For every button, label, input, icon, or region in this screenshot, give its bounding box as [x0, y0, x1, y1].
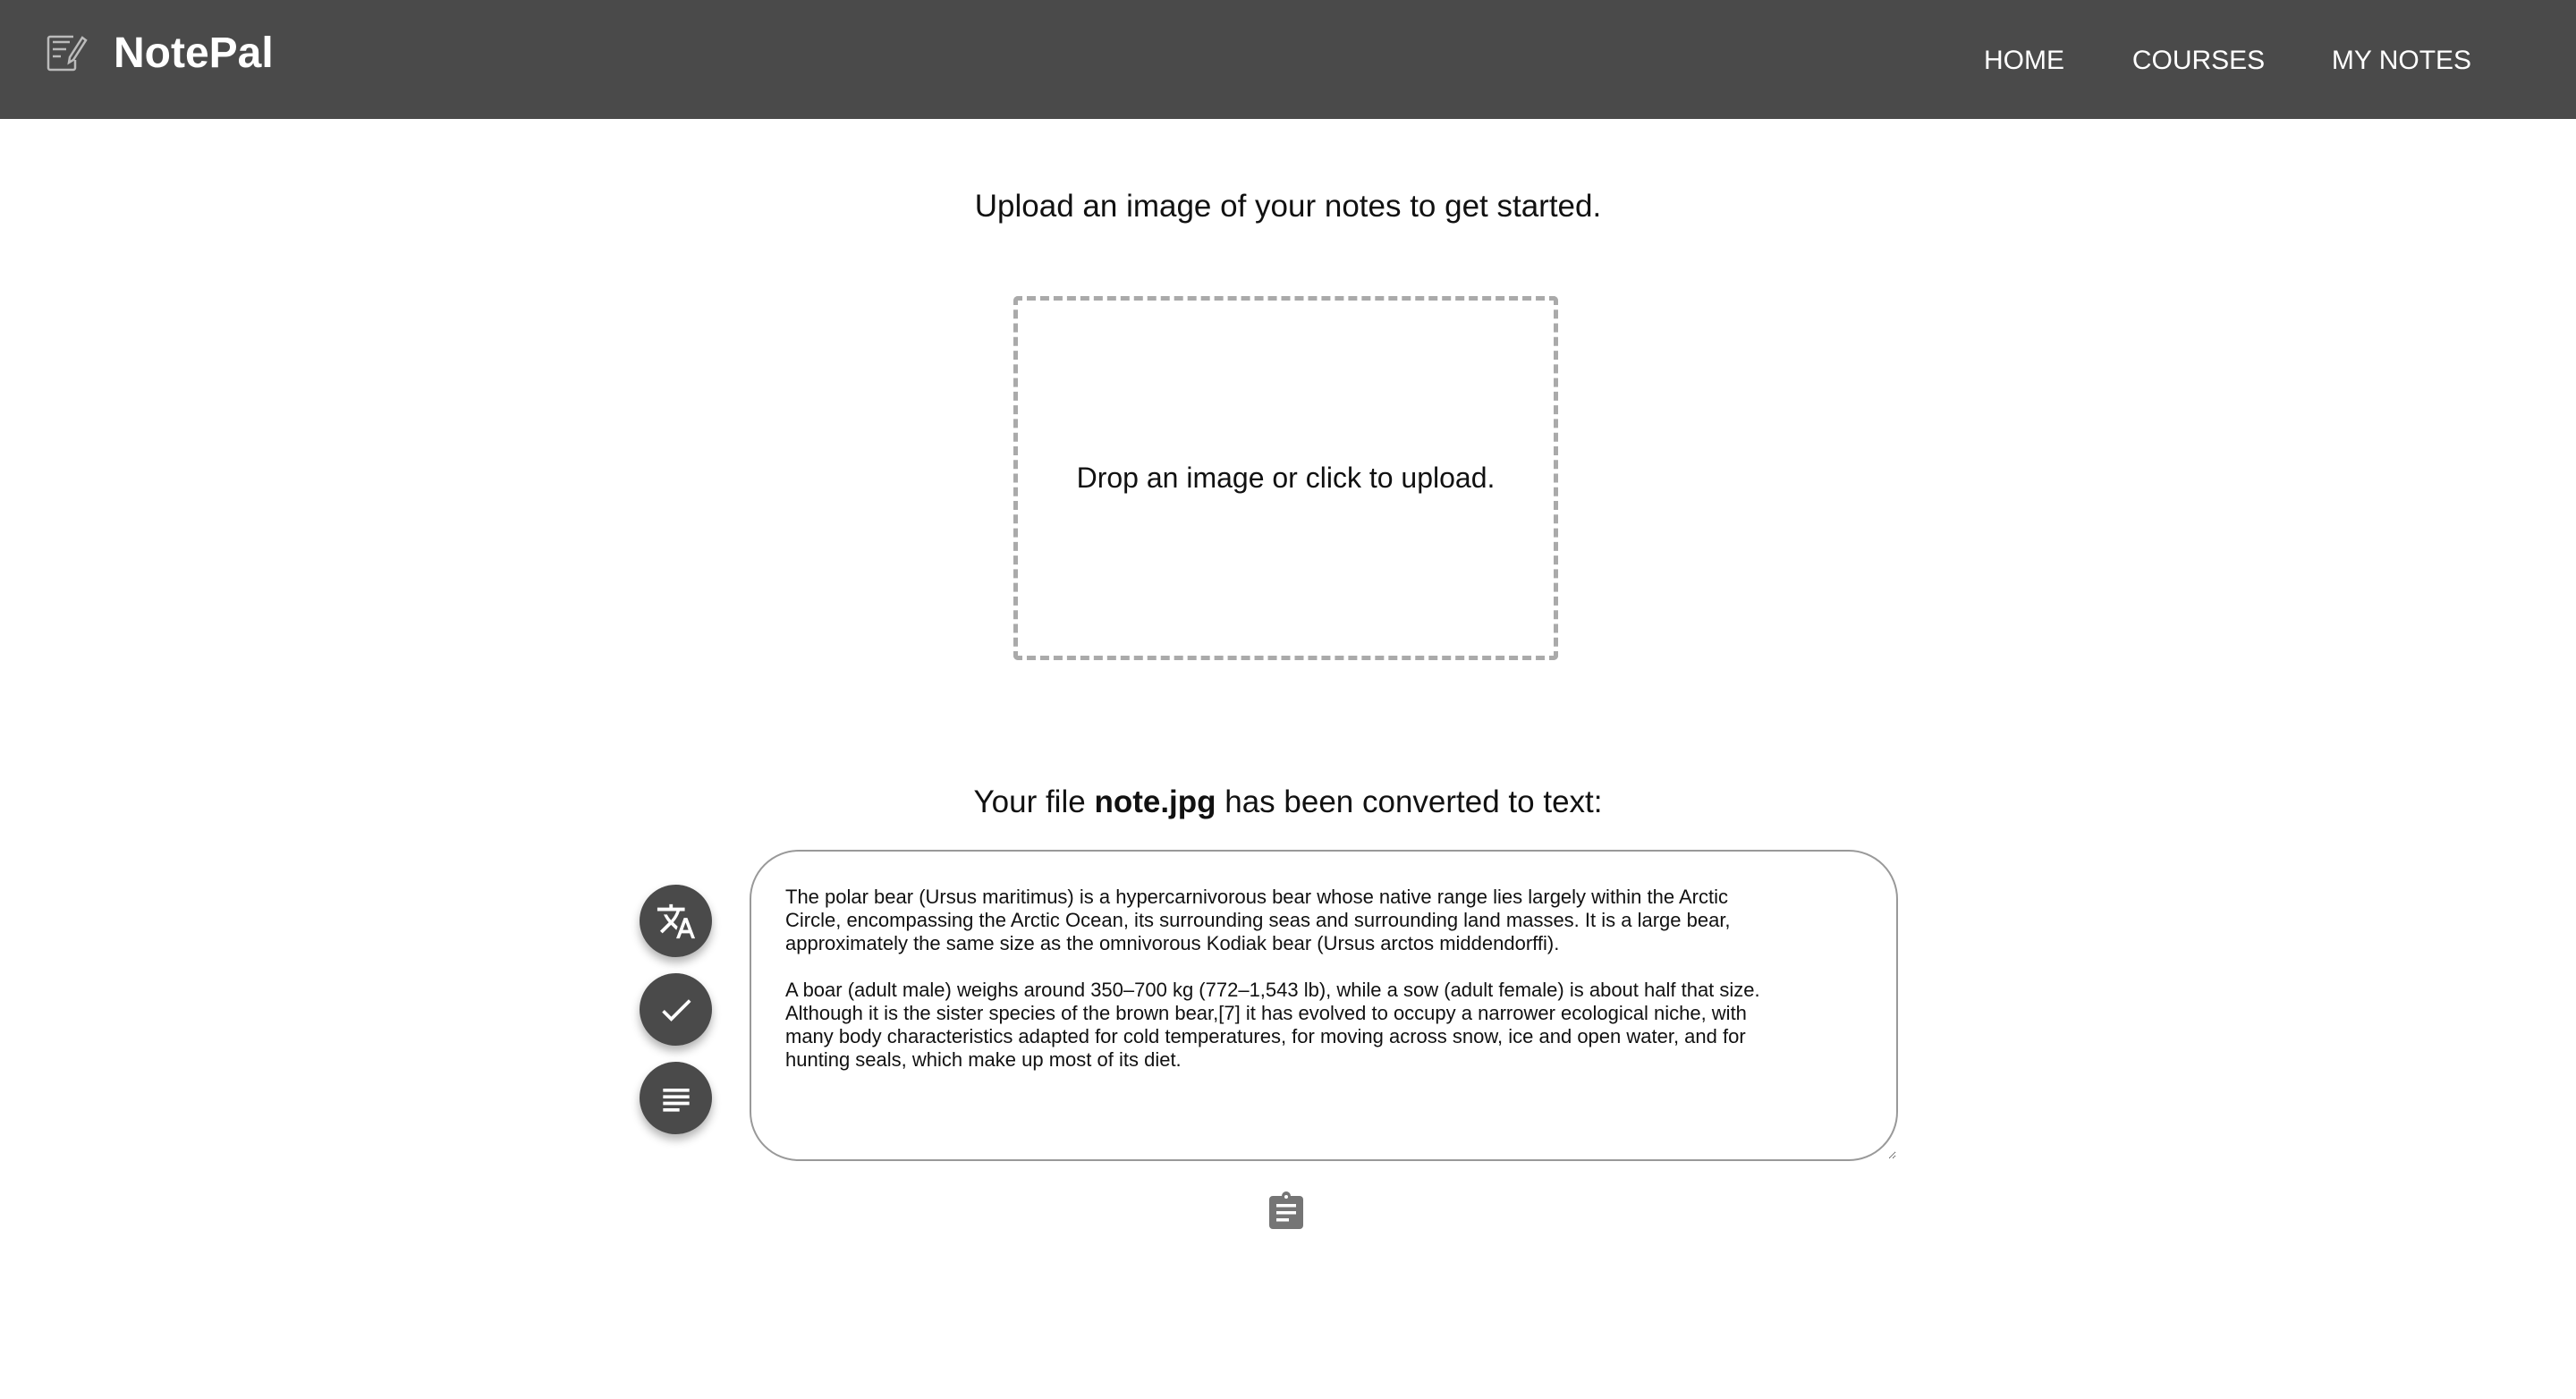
notes-edit-icon — [47, 33, 88, 72]
brand-logo[interactable]: NotePal — [114, 30, 274, 77]
check-icon — [657, 990, 696, 1030]
summarize-button[interactable] — [640, 1062, 712, 1134]
nav-my-notes[interactable]: MY NOTES — [2331, 46, 2472, 75]
file-name: note.jpg — [1094, 784, 1216, 819]
conversion-prefix: Your file — [973, 784, 1095, 819]
nav-home[interactable]: HOME — [1984, 46, 2064, 75]
check-button[interactable] — [640, 973, 712, 1046]
upload-heading: Upload an image of your notes to get started. — [974, 189, 1602, 224]
converted-text-area[interactable]: The polar bear (Ursus maritimus) is a hypercarnivorous bear whose native range lies largely within the Arctic Circle, encompassing the Arctic Ocean, its surrounding seas and surrounding land masses. It is a large bear, approximately the same size as the omnivorous Kodiak bear (Ursus arctos middendorffi). A boar (adult male) weighs around 350–700 kg (772–1,543 lb), while a sow (adult female) is about half that size. Although it is the sister species of the brown bear,[7] it has evolved to occupy a narrower ecological niche, with many body characteristics adapted for cold temperatures, for moving across snow, ice and open water, and for hunting seals, which make up most of its diet. — [750, 850, 1898, 1161]
conversion-message — [0, 784, 2576, 821]
translate-icon — [656, 901, 697, 942]
image-dropzone[interactable] — [1013, 296, 1558, 660]
clipboard-icon[interactable] — [1269, 1191, 1303, 1229]
summarize-icon — [657, 1079, 696, 1118]
conversion-suffix: has been converted to text: — [1216, 784, 1603, 819]
translate-button[interactable] — [640, 885, 712, 957]
dropzone-label: Drop an image or click to upload. — [1076, 462, 1496, 494]
nav-courses[interactable]: COURSES — [2131, 46, 2266, 75]
top-nav-bar — [0, 0, 2576, 119]
